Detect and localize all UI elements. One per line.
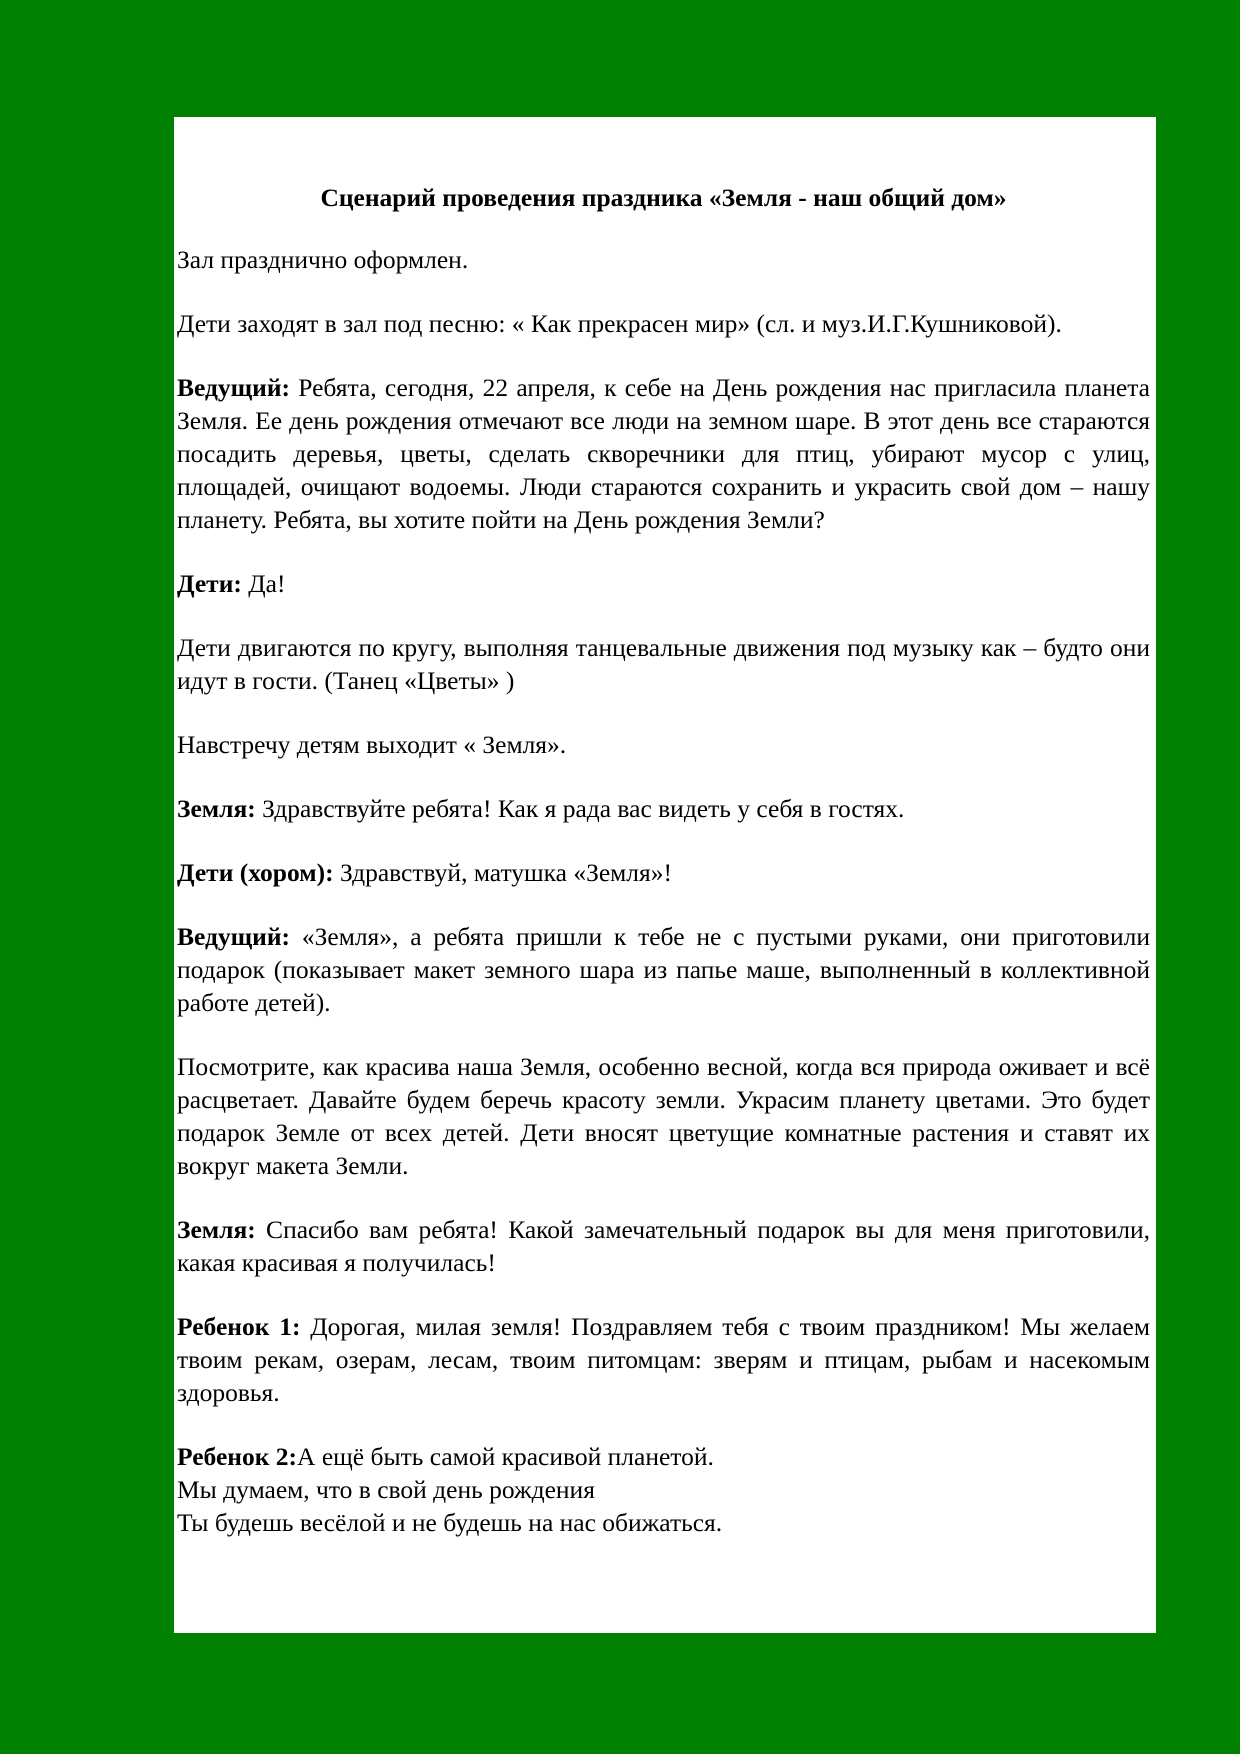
paragraph	[177, 728, 1150, 761]
speaker-label: Дети (хором):	[177, 858, 334, 887]
paragraph	[177, 1310, 1150, 1409]
paragraph-text: «Земля», а ребята пришли к тебе не с пустыми руками, они приготовили подарок (показывает макет земного шара из папье маше, выполненный в коллективной работе детей).	[177, 922, 1150, 1017]
paragraph-text: Дорогая, милая земля! Поздравляем тебя с твоим праздником! Мы желаем твоим рекам, озерам, лесам, твоим питомцам: зверям и птицам, рыбам и насекомым здоровья.	[177, 1312, 1150, 1407]
verse-line: Ты будешь весёлой и не будешь на нас обижаться.	[177, 1508, 723, 1537]
paragraph-text: Зал празднично оформлен.	[177, 245, 469, 274]
paragraph	[177, 1213, 1150, 1279]
verse-line	[177, 1440, 1150, 1473]
speaker-label: Ведущий:	[177, 373, 291, 402]
paragraph-text: Посмотрите, как красива наша Земля, особенно весной, когда вся природа оживает и всё расцветает. Давайте будем беречь красоту земли. Украсим планету цветами. Это будет подарок Земле от всех детей. Дети вносят цветущие комнатные растения и ставят их вокруг макета Земли.	[177, 1052, 1150, 1180]
paragraph-text: Здравствуйте ребята! Как я рада вас видеть у себя в гостях.	[255, 794, 905, 823]
paragraph	[177, 567, 1150, 600]
paragraph-text: Ребята, сегодня, 22 апреля, к себе на День рождения нас пригласила планета Земля. Ее день рождения отмечают все люди на земном шаре. В этот день все стараются посадить деревья, цветы, сделать скворечники для птиц, убирают мусор с улиц, площадей, очищают водоемы. Люди стараются сохранить и украсить свой дом – нашу планету. Ребята, вы хотите пойти на День рождения Земли?	[177, 373, 1150, 534]
speaker-label: Ведущий:	[177, 922, 291, 951]
document-page	[174, 117, 1156, 1633]
verse-line: Мы думаем, что в свой день рождения	[177, 1475, 595, 1504]
paragraph	[177, 920, 1150, 1019]
paragraph	[177, 1050, 1150, 1182]
paragraph-text: Да!	[241, 569, 286, 598]
speaker-label: Ребенок 1:	[177, 1312, 301, 1341]
speaker-label: Дети:	[177, 569, 242, 598]
document-title: Сценарий проведения праздника «Земля - наш общий дом»	[320, 183, 1007, 212]
paragraph-text: Дети заходят в зал под песню: « Как прекрасен мир» (сл. и муз.И.Г.Кушниковой).	[177, 309, 1062, 338]
paragraph	[177, 243, 1150, 276]
verse-paragraph	[177, 1440, 1150, 1539]
paragraph-text: Дети двигаются по кругу, выполняя танцевальные движения под музыку как – будто они идут в гости. (Танец «Цветы» )	[177, 633, 1150, 695]
speaker-label: Земля:	[177, 1215, 256, 1244]
paragraph	[177, 307, 1150, 340]
verse-line-text: А ещё быть самой красивой планетой.	[297, 1442, 714, 1471]
paragraph	[177, 792, 1150, 825]
paragraph	[177, 371, 1150, 536]
paragraph-text: Спасибо вам ребята! Какой замечательный подарок вы для меня приготовили, какая красивая я получилась!	[177, 1215, 1150, 1277]
paragraph-text: Здравствуй, матушка «Земля»!	[333, 858, 673, 887]
speaker-label: Земля:	[177, 794, 256, 823]
speaker-label: Ребенок 2:	[177, 1442, 298, 1471]
paragraph	[177, 631, 1150, 697]
paragraph	[177, 856, 1150, 889]
paragraph-text: Навстречу детям выходит « Земля».	[177, 730, 567, 759]
